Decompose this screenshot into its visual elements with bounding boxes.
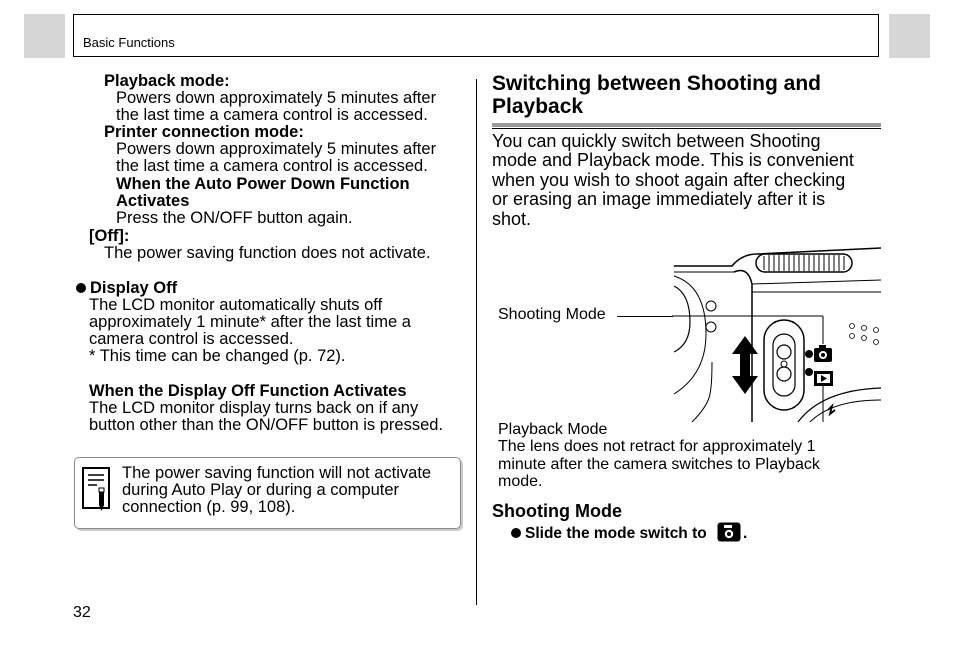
display-off-label: Display Off xyxy=(90,279,178,297)
playback-mode-label: Playback Mode xyxy=(498,421,608,438)
intro-line-2: mode and Playback mode. This is convenient xyxy=(492,150,854,170)
instruction-text: Slide the mode switch to xyxy=(525,525,707,542)
column-divider xyxy=(476,79,477,605)
note-line-1: The power saving function will not activate xyxy=(122,464,432,482)
page-number: 32 xyxy=(73,604,91,621)
shooting-mode-label: Shooting Mode xyxy=(498,306,606,323)
intro-line-5: shot. xyxy=(492,209,532,229)
auto-power-down-desc: Press the ON/OFF button again. xyxy=(116,209,353,227)
display-off-desc-3: camera control is accessed. xyxy=(89,330,294,348)
playback-mode-label: Playback mode: xyxy=(104,72,230,90)
display-off-desc-1: The LCD monitor automatically shuts off xyxy=(89,296,383,314)
shooting-mode-heading: Shooting Mode xyxy=(492,501,622,521)
note-pencil-icon xyxy=(82,467,112,513)
left-page-tab xyxy=(24,14,65,58)
display-off-desc-2: approximately 1 minute* after the last time a xyxy=(89,313,411,331)
shooting-mode-leader xyxy=(617,316,673,317)
section-title-line-2: Playback xyxy=(492,95,584,118)
instruction xyxy=(511,522,747,543)
off-label: [Off]: xyxy=(89,227,130,245)
title-rule-thin xyxy=(492,128,881,129)
off-desc: The power saving function does not activate. xyxy=(104,244,431,262)
note-line-2: during Auto Play or during a computer xyxy=(122,481,399,499)
printer-mode-desc-1: Powers down approximately 5 minutes after xyxy=(116,140,437,158)
printer-mode-label: Printer connection mode: xyxy=(104,123,304,141)
note-line-3: connection (p. 99, 108). xyxy=(122,498,296,516)
header-title: Basic Functions xyxy=(83,35,175,50)
intro-line-4: or erasing an image immediately after it is xyxy=(492,189,826,209)
display-off-activates-label: When the Display Off Function Activates xyxy=(89,382,407,400)
playback-note-2: minute after the camera switches to Playback xyxy=(498,456,820,473)
right-page-tab xyxy=(889,14,930,58)
display-off-activates-desc-2: button other than the ON/OFF button is pressed. xyxy=(89,416,444,434)
printer-mode-desc-2: the last time a camera control is accessed. xyxy=(116,157,428,175)
display-off-heading xyxy=(76,280,177,297)
bullet-icon xyxy=(511,528,521,538)
section-title-line-1: Switching between Shooting and xyxy=(492,72,821,95)
playback-note-3: mode. xyxy=(498,473,543,490)
camera-illustration xyxy=(672,244,881,422)
playback-mode-desc-2: the last time a camera control is accessed. xyxy=(116,106,428,124)
playback-note-1: The lens does not retract for approximately 1 xyxy=(498,438,816,455)
intro-line-1: You can quickly switch between Shooting xyxy=(492,131,821,151)
auto-power-down-label-2: Activates xyxy=(116,192,190,210)
intro-line-3: when you wish to shoot again after checking xyxy=(492,170,846,190)
bullet-icon xyxy=(76,283,86,293)
playback-mode-desc-1: Powers down approximately 5 minutes after xyxy=(116,89,437,107)
instruction-end: . xyxy=(743,525,748,542)
title-rule-thick xyxy=(492,123,881,127)
display-off-desc-4: * This time can be changed (p. 72). xyxy=(89,347,346,365)
camera-icon xyxy=(717,522,741,542)
page-header xyxy=(73,14,879,57)
auto-power-down-label-1: When the Auto Power Down Function xyxy=(116,175,410,193)
display-off-activates-desc-1: The LCD monitor display turns back on if any xyxy=(89,399,419,417)
